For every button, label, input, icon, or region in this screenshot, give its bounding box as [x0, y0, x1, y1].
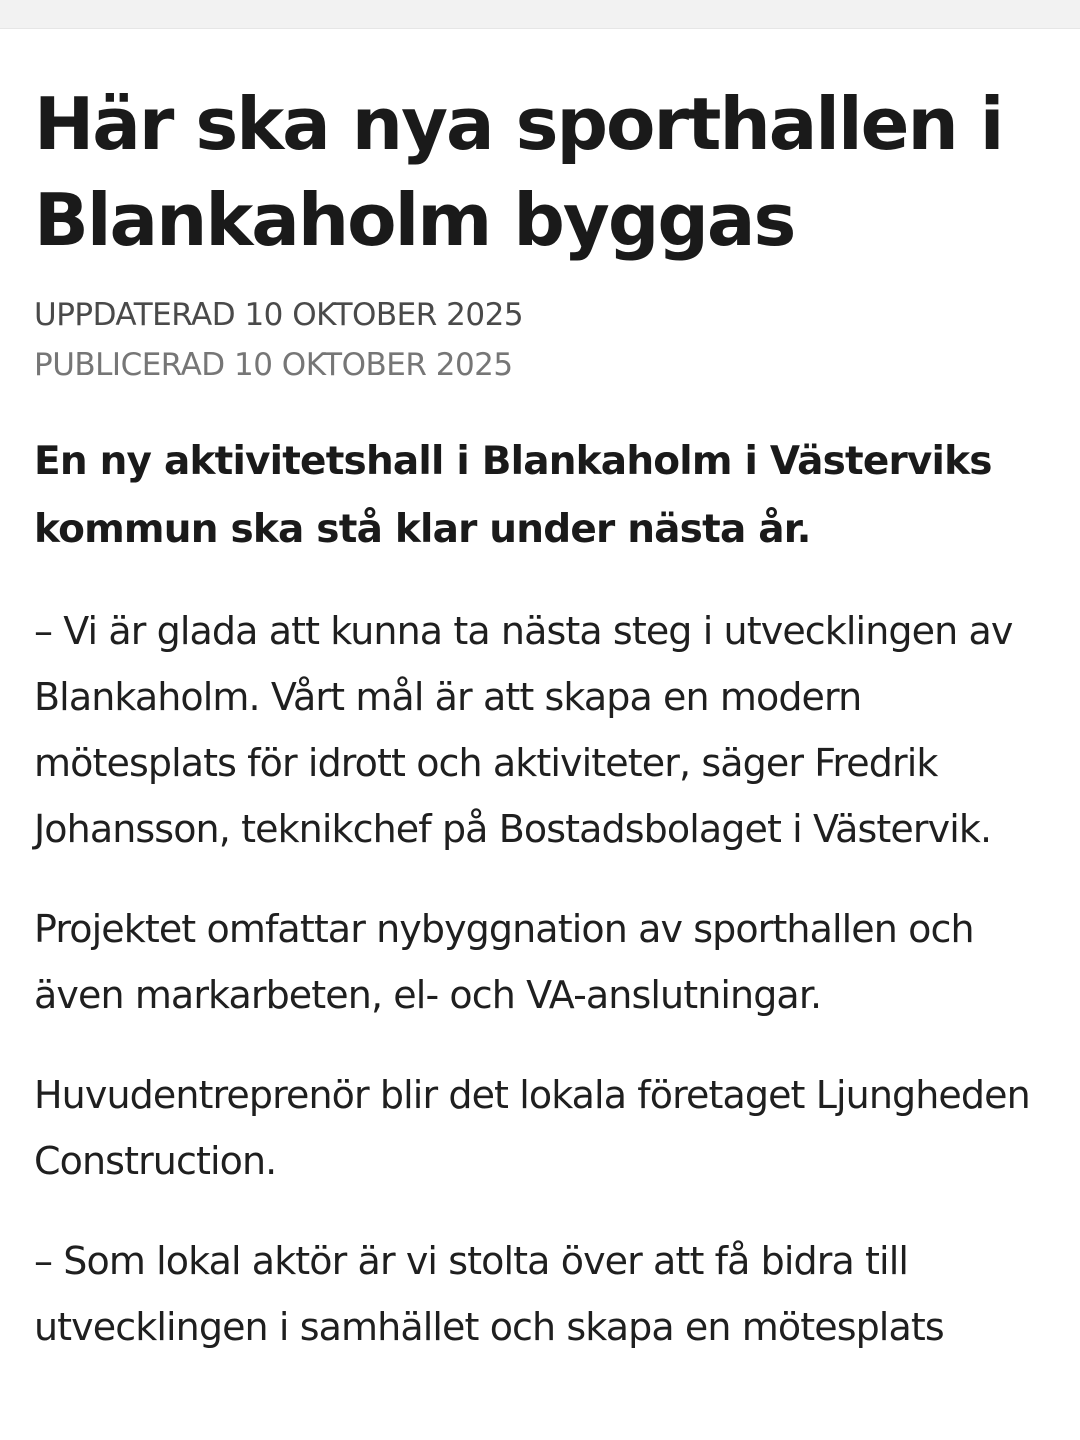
- body-paragraph: – Vi är glada att kunna ta nästa steg i utvecklingen av Blankaholm. Vårt mål är att skapa en modern mötesplats för idrott och aktiviteter, säger Fredrik Johansson, teknikchef på Bostadsbolaget i Västervik.: [34, 609, 1013, 851]
- published-date: PUBLICERAD 10 OKTOBER 2025: [34, 347, 513, 383]
- body-paragraph: – Som lokal aktör är vi stolta över att få bidra till utvecklingen i samhället och skapa en mötesplats: [34, 1239, 944, 1349]
- article-headline: Här ska nya sporthallen i Blankaholm byggas: [34, 82, 1003, 262]
- top-toolbar-strip: [0, 0, 1080, 29]
- body-paragraph: Projektet omfattar nybyggnation av sporthallen och även markarbeten, el- och VA-anslutningar.: [34, 907, 974, 1017]
- article-dates: [34, 290, 1044, 390]
- article-body: [34, 598, 1044, 1360]
- article-lead: En ny aktivitetshall i Blankaholm i Västerviks kommun ska stå klar under nästa år.: [34, 439, 992, 552]
- updated-date: UPPDATERAD 10 OKTOBER 2025: [34, 297, 524, 333]
- article: [34, 76, 1044, 1360]
- body-paragraph: Huvudentreprenör blir det lokala företaget Ljungheden Construction.: [34, 1073, 1030, 1183]
